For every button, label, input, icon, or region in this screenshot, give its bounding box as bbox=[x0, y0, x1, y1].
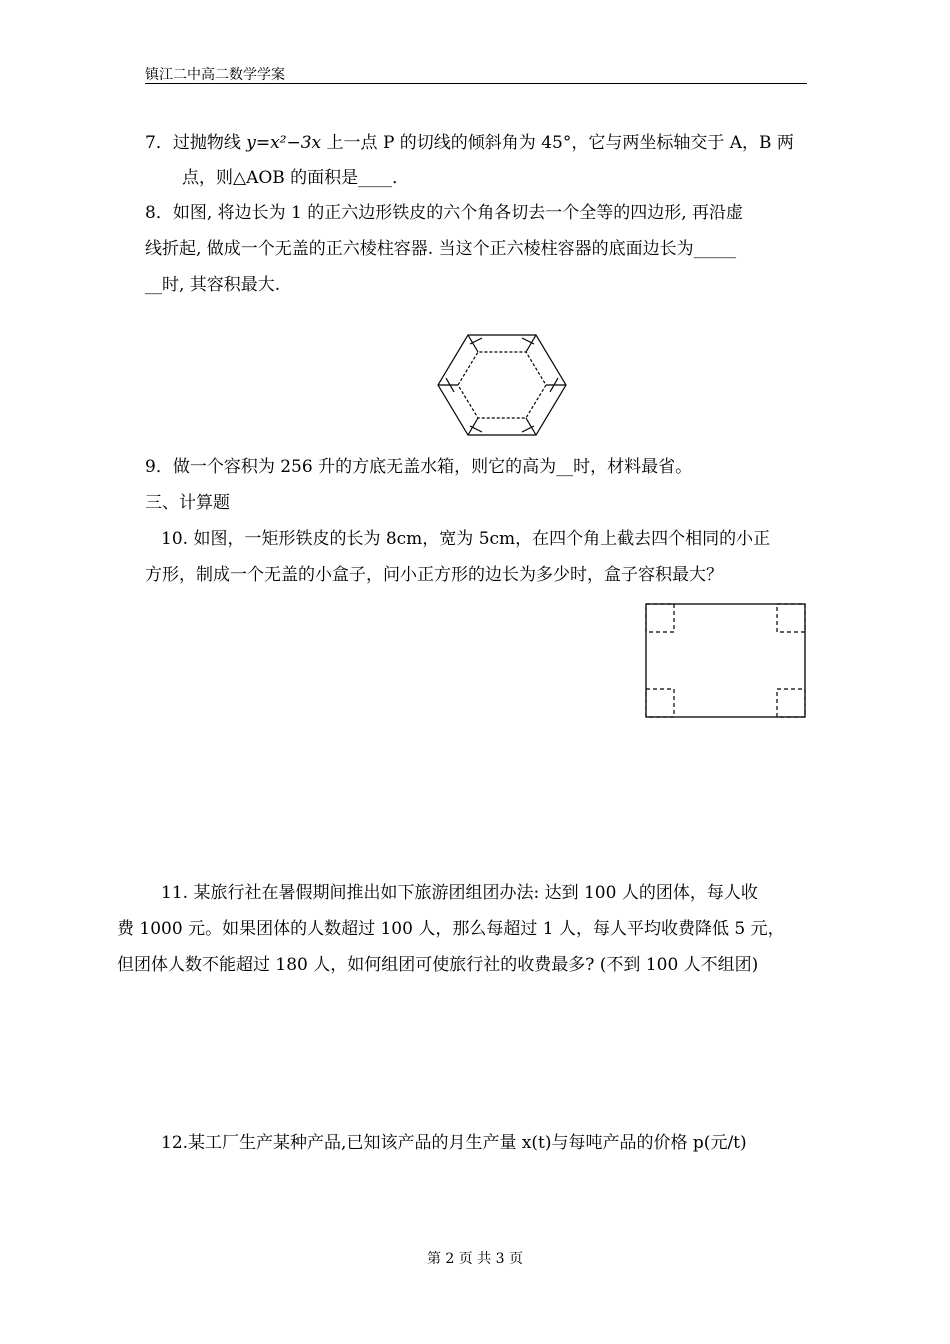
question-8-line-3: __时, 其容积最大. bbox=[145, 275, 281, 295]
question-8-line-2: 线折起, 做成一个无盖的正六棱柱容器. 当这个正六棱柱容器的底面边长为_____ bbox=[145, 239, 737, 259]
header-title: 镇江二中高二数学学案 bbox=[145, 67, 285, 83]
question-11-line-3: 但团体人数不能超过 180 人，如何组团可使旅行社的收费最多? (不到 100 人不组团) bbox=[117, 955, 759, 975]
question-7-number: 7． bbox=[145, 133, 173, 153]
question-11-line-2: 费 1000 元。如果团体的人数超过 100 人，那么每超过 1 人，每人平均收费降低 5 元， bbox=[117, 919, 785, 939]
corner-square-bottom-left bbox=[646, 689, 674, 717]
question-7-line-1 bbox=[145, 128, 794, 153]
hexagon-container-figure bbox=[434, 330, 570, 440]
question-7-formula: y=x²−3x bbox=[246, 133, 322, 153]
corner-square-bottom-right bbox=[777, 689, 805, 717]
sheet-outline bbox=[646, 604, 805, 717]
question-10-line-1: 10. 如图，一矩形铁皮的长为 8cm，宽为 5cm，在四个角上截去四个相同的小正 bbox=[161, 529, 771, 549]
question-8-line-1: 8．如图, 将边长为 1 的正六边形铁皮的六个角各切去一个全等的四边形, 再沿虚 bbox=[145, 203, 744, 223]
page-footer: 第 2 页 共 3 页 bbox=[426, 1251, 524, 1267]
question-7-text-b: 上一点 P 的切线的倾斜角为 45°，它与两坐标轴交于 A，B 两 bbox=[321, 133, 794, 153]
section-3-title: 三、计算题 bbox=[145, 493, 230, 513]
question-9: 9．做一个容积为 256 升的方底无盖水箱，则它的高为__时，材料最省。 bbox=[145, 457, 693, 477]
rectangle-sheet-figure bbox=[644, 603, 808, 720]
question-11-line-1: 11. 某旅行社在暑假期间推出如下旅游团组团办法: 达到 100 人的团体，每人收 bbox=[161, 883, 758, 903]
corner-square-top-right bbox=[777, 604, 805, 632]
question-7-line-2: 点，则△AOB 的面积是____． bbox=[182, 168, 410, 188]
inner-hexagon-dashed bbox=[458, 352, 546, 418]
question-10-line-2: 方形，制成一个无盖的小盒子，问小正方形的边长为多少时，盒子容积最大？ bbox=[145, 565, 723, 585]
header-rule bbox=[145, 83, 807, 84]
question-12-line-1: 12.某工厂生产某种产品,已知该产品的月生产量 x(t)与每吨产品的价格 p(元/t) bbox=[161, 1133, 747, 1153]
question-7-text-a: 过抛物线 bbox=[172, 133, 247, 153]
corner-square-top-left bbox=[646, 604, 674, 632]
